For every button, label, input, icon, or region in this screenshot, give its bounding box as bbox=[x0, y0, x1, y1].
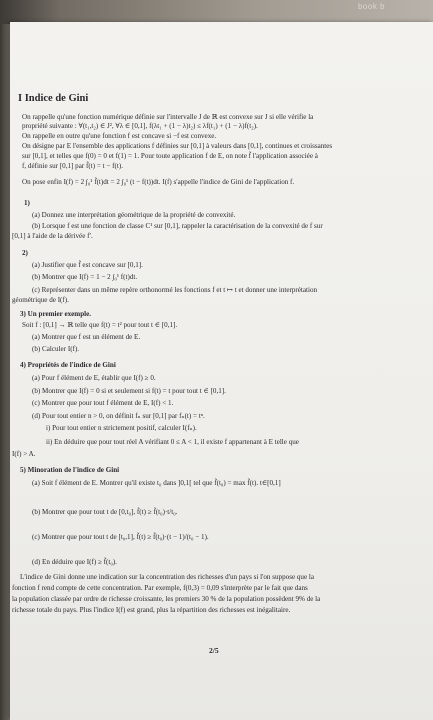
text-line: L'indice de Gini donne une indication sur la concentration des richesses d'un pays si l'on suppose que la bbox=[20, 573, 315, 581]
document-page bbox=[10, 22, 433, 720]
text-line: On pose enfin I(f) = 2 ∫₀¹ f̃(t)dt = 2 ∫₀¹ (t − f(t))dt. I(f) s'appelle l'indice de Gini de l'application f. bbox=[22, 178, 295, 186]
text-line: (a) Montrer que f est un élément de E. bbox=[32, 333, 141, 341]
subsection-title: 4) Propriétés de l'indice de Gini bbox=[20, 361, 116, 369]
text-line: sur [0,1], et telles que f(0) = 0 et f(1) = 1. Pour toute application f de E, on note f̃ l'application associée à bbox=[22, 152, 318, 160]
text-line: i) Pour tout entier n strictement positif, calculer I(fₙ). bbox=[46, 424, 197, 432]
text-line: géométrique de I(f). bbox=[12, 296, 69, 304]
text-line: (c) Montrer que pour tout f élément de E, I(f) < 1. bbox=[32, 399, 174, 407]
text-line: (a) Donnez une interprétation géométrique de la propriété de convexité. bbox=[32, 211, 236, 219]
text-line: (b) Lorsque f est une fonction de classe C¹ sur [0,1], rappeler la caractérisation de la convexité de f sur bbox=[32, 222, 323, 230]
text-line: fonction f rend compte de cette concentration. Par exemple, f(0,3) = 0,09 s'interprète par le fait que dans bbox=[12, 584, 308, 592]
text-line: propriété suivante : ∀(t₁,t₂) ∈ J², ∀λ ∈ [0,1], f(λt₁ + (1 − λ)t₂) ≤ λf(t₁) + (1 − λ)f(t₂). bbox=[22, 122, 258, 130]
text-line: On désigne par E l'ensemble des applications f définies sur [0,1] à valeurs dans [0,1], continues et croissantes bbox=[22, 142, 333, 150]
text-line: On rappelle en outre qu'une fonction f est concave si −f est convexe. bbox=[22, 132, 217, 140]
question-number: 1) bbox=[24, 199, 30, 207]
text-line: On rappelle qu'une fonction numérique définie sur l'intervalle J de ℝ est convexe sur J si elle vérifie la bbox=[22, 113, 314, 121]
text-line: (d) Pour tout entier n > 0, on définit fₙ sur [0,1] par fₙ(t) = tⁿ. bbox=[32, 412, 205, 420]
text-line: la population classée par ordre de richesse croissante, les premiers 30 % de la population possèdent 9% de la bbox=[12, 595, 321, 603]
text-line: (c) Montrer que pour tout t de [t₀,1], f̃(t) ≥ f̃(t₀)·(t − 1)/(t₀ − 1). bbox=[32, 533, 209, 541]
text-line: ii) En déduire que pour tout réel A vérifiant 0 ≤ A < 1, il existe f appartenant à E telle que bbox=[46, 438, 299, 446]
page-number: 2/5 bbox=[209, 646, 219, 655]
section-title: I Indice de Gini bbox=[18, 93, 89, 104]
background-strip bbox=[0, 0, 433, 24]
text-line: (b) Calculer I(f). bbox=[32, 345, 80, 353]
text-line: (d) En déduire que I(f) ≥ f̃(t₀). bbox=[32, 558, 117, 566]
text-line: (a) Justifier que f̃ est concave sur [0,1]. bbox=[32, 261, 143, 269]
text-line: richesse totale du pays. Plus l'indice I(f) est grand, plus la répartition des richesses est inégalitaire. bbox=[12, 606, 291, 614]
text-line: (b) Montrer que I(f) = 1 − 2 ∫₀¹ f(t)dt. bbox=[32, 273, 138, 281]
text-line: f, définie sur [0,1] par f̃(t) = t − f(t). bbox=[22, 162, 123, 170]
text-line: (b) Montrer que pour tout t de [0,t₀], f̃(t) ≥ f̃(t₀)·t/t₀. bbox=[32, 508, 178, 516]
text-line: [0,1] à l'aide de la dérivée f′. bbox=[12, 232, 93, 240]
text-line: (a) Pour f élément de E, établir que I(f) ≥ 0. bbox=[32, 374, 156, 382]
text-line: Soit f : [0,1] → ℝ telle que f(t) = t² pour tout t ∈ [0,1]. bbox=[22, 321, 178, 329]
text-line: (a) Soit f élément de E. Montrer qu'il existe t₀ dans ]0,1[ tel que f̃(t₀) = max f̃(t). t∈[0,1] bbox=[32, 479, 281, 487]
subsection-title: 3) Un premier exemple. bbox=[20, 310, 92, 318]
text-line: (b) Montrer que I(f) = 0 si et seulement si f(t) = t pour tout t ∈ [0,1]. bbox=[32, 387, 226, 395]
text-line: I(f) > A. bbox=[12, 450, 36, 458]
subsection-title: 5) Minoration de l'indice de Gini bbox=[20, 466, 120, 474]
text-line: (c) Représenter dans un même repère orthonormé les fonctions f et t ↦ t et donner une interprétation bbox=[32, 286, 318, 294]
background-text: book b bbox=[357, 2, 385, 11]
question-number: 2) bbox=[22, 249, 28, 257]
